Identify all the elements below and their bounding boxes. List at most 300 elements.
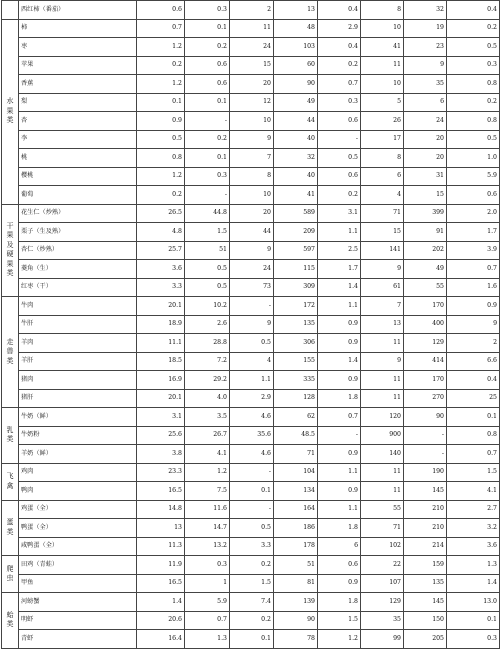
value-cell: 190 xyxy=(404,463,447,482)
value-cell: - xyxy=(404,426,447,445)
table-row xyxy=(2,75,500,94)
table-row xyxy=(2,130,500,149)
value-cell: 0.3 xyxy=(447,56,500,75)
table-row xyxy=(2,463,500,482)
value-cell: 1 xyxy=(185,574,230,593)
value-cell: 48 xyxy=(274,19,318,38)
food-name-cell: 河螃蟹 xyxy=(19,593,137,612)
food-name-cell: 羊肝 xyxy=(19,352,137,371)
food-name-cell: 苹果 xyxy=(19,56,137,75)
value-cell: 15 xyxy=(404,186,447,205)
value-cell: 0.7 xyxy=(447,445,500,464)
value-cell: 24 xyxy=(230,38,274,57)
value-cell: 9 xyxy=(447,315,500,334)
value-cell: 0.5 xyxy=(447,130,500,149)
food-name-cell: 红枣（干） xyxy=(19,278,137,297)
value-cell: 170 xyxy=(404,371,447,390)
category-char: 禽 xyxy=(6,481,14,490)
table-row xyxy=(2,371,500,390)
category-char: 爬 xyxy=(6,564,14,573)
table-row xyxy=(2,297,500,316)
value-cell: 16.5 xyxy=(137,482,185,501)
value-cell: 0.9 xyxy=(318,315,361,334)
value-cell: 13 xyxy=(361,315,404,334)
value-cell: 55 xyxy=(404,278,447,297)
value-cell: 18.9 xyxy=(137,315,185,334)
value-cell: 214 xyxy=(404,537,447,556)
value-cell: 102 xyxy=(361,537,404,556)
value-cell: 107 xyxy=(361,574,404,593)
value-cell: 51 xyxy=(185,241,230,260)
value-cell: 159 xyxy=(404,556,447,575)
value-cell: 13.2 xyxy=(185,537,230,556)
table-row xyxy=(2,408,500,427)
value-cell: 178 xyxy=(274,537,318,556)
value-cell: 14.7 xyxy=(185,519,230,538)
value-cell: 1.1 xyxy=(230,371,274,390)
value-cell: 1.1 xyxy=(318,297,361,316)
value-cell: 129 xyxy=(361,593,404,612)
value-cell: 7 xyxy=(361,297,404,316)
value-cell: 3.6 xyxy=(137,260,185,279)
value-cell: 0.4 xyxy=(318,38,361,57)
value-cell: 0.2 xyxy=(185,130,230,149)
table-row xyxy=(2,223,500,242)
category-char: 水 xyxy=(6,97,14,106)
value-cell: - xyxy=(185,186,230,205)
value-cell: 0.9 xyxy=(318,482,361,501)
value-cell: 0.1 xyxy=(447,611,500,630)
value-cell: 0.2 xyxy=(185,38,230,57)
value-cell: 5.9 xyxy=(185,593,230,612)
value-cell: - xyxy=(230,500,274,519)
table-row xyxy=(2,149,500,168)
value-cell: 1.5 xyxy=(230,574,274,593)
value-cell: 0.3 xyxy=(447,630,500,649)
value-cell: 23 xyxy=(404,38,447,57)
table-row xyxy=(2,334,500,353)
value-cell: 0.8 xyxy=(137,149,185,168)
category-char: 虫 xyxy=(6,574,14,582)
food-name-cell: 栗子（生及熟） xyxy=(19,223,137,242)
value-cell: 4.6 xyxy=(230,445,274,464)
value-cell: 1.8 xyxy=(318,389,361,408)
food-name-cell: 猪肉 xyxy=(19,371,137,390)
category-char: 干 xyxy=(6,221,14,230)
value-cell: 2.9 xyxy=(318,19,361,38)
value-cell: 3.5 xyxy=(185,408,230,427)
value-cell: 26.7 xyxy=(185,426,230,445)
table-row xyxy=(2,482,500,501)
value-cell: 4.6 xyxy=(230,408,274,427)
value-cell: 1.3 xyxy=(185,630,230,649)
value-cell: 25 xyxy=(447,389,500,408)
value-cell: 41 xyxy=(361,38,404,57)
value-cell: 128 xyxy=(274,389,318,408)
value-cell: 7 xyxy=(230,149,274,168)
value-cell: 120 xyxy=(361,408,404,427)
value-cell: 20 xyxy=(404,130,447,149)
value-cell: 5.9 xyxy=(447,167,500,186)
food-name-cell: 西红柿（番茄） xyxy=(19,1,137,20)
value-cell: 4 xyxy=(230,352,274,371)
value-cell: 9 xyxy=(361,260,404,279)
food-name-cell: 羊奶（鲜） xyxy=(19,445,137,464)
value-cell: 6 xyxy=(318,537,361,556)
value-cell: 0.7 xyxy=(318,408,361,427)
category-char: 飞 xyxy=(6,472,14,481)
value-cell: 0.2 xyxy=(318,56,361,75)
food-name-cell: 田鸡（青蛙） xyxy=(19,556,137,575)
category-char: 兽 xyxy=(6,347,14,356)
value-cell: 0.7 xyxy=(137,19,185,38)
value-cell: 6.6 xyxy=(447,352,500,371)
value-cell: 139 xyxy=(274,593,318,612)
value-cell: 0.8 xyxy=(447,75,500,94)
value-cell: 11.3 xyxy=(137,537,185,556)
value-cell: 4.8 xyxy=(137,223,185,242)
value-cell: 1.1 xyxy=(318,500,361,519)
value-cell: 15 xyxy=(361,223,404,242)
value-cell: 1.4 xyxy=(137,593,185,612)
value-cell: 26.5 xyxy=(137,204,185,223)
value-cell: 0.5 xyxy=(447,38,500,57)
value-cell: 414 xyxy=(404,352,447,371)
value-cell: 49 xyxy=(274,93,318,112)
value-cell: 0.3 xyxy=(318,93,361,112)
food-name-cell: 李 xyxy=(19,130,137,149)
value-cell: 0.2 xyxy=(447,93,500,112)
value-cell: 309 xyxy=(274,278,318,297)
value-cell: 1.8 xyxy=(318,593,361,612)
value-cell: 129 xyxy=(404,334,447,353)
category-cell xyxy=(2,593,19,649)
value-cell: 41 xyxy=(274,186,318,205)
food-name-cell: 羊肉 xyxy=(19,334,137,353)
value-cell: 3.2 xyxy=(447,519,500,538)
value-cell: 5 xyxy=(361,93,404,112)
value-cell: 3.3 xyxy=(137,278,185,297)
value-cell: 24 xyxy=(230,260,274,279)
value-cell: 3.3 xyxy=(230,537,274,556)
value-cell: 16.9 xyxy=(137,371,185,390)
value-cell: 0.1 xyxy=(137,93,185,112)
value-cell: 2 xyxy=(447,334,500,353)
category-cell xyxy=(2,408,19,464)
category-char: 果 xyxy=(6,259,14,268)
value-cell: 0.5 xyxy=(185,260,230,279)
value-cell: 0.2 xyxy=(230,611,274,630)
value-cell: 104 xyxy=(274,463,318,482)
value-cell: 145 xyxy=(404,593,447,612)
table-row xyxy=(2,1,500,20)
food-name-cell: 甲鱼 xyxy=(19,574,137,593)
value-cell: 11 xyxy=(361,389,404,408)
table-row xyxy=(2,93,500,112)
category-char: 类 xyxy=(6,435,14,444)
value-cell: 10 xyxy=(361,75,404,94)
value-cell: 202 xyxy=(404,241,447,260)
value-cell: 40 xyxy=(274,130,318,149)
value-cell: 32 xyxy=(404,1,447,20)
food-name-cell: 葡萄 xyxy=(19,186,137,205)
category-char: 类 xyxy=(6,356,14,365)
category-cell xyxy=(2,463,19,500)
value-cell: 44 xyxy=(274,112,318,131)
value-cell: 8 xyxy=(361,1,404,20)
value-cell: 71 xyxy=(361,519,404,538)
table-row xyxy=(2,352,500,371)
value-cell: 13.0 xyxy=(447,593,500,612)
value-cell: 210 xyxy=(404,500,447,519)
value-cell: 78 xyxy=(274,630,318,649)
value-cell: 9 xyxy=(361,352,404,371)
value-cell: 20.1 xyxy=(137,389,185,408)
value-cell: 1.6 xyxy=(447,278,500,297)
value-cell: 10 xyxy=(230,112,274,131)
value-cell: 170 xyxy=(404,297,447,316)
value-cell: 28.8 xyxy=(185,334,230,353)
value-cell: 73 xyxy=(230,278,274,297)
category-char: 类 xyxy=(6,527,14,536)
value-cell: 17 xyxy=(361,130,404,149)
food-name-cell: 桃 xyxy=(19,149,137,168)
value-cell: 3.9 xyxy=(447,241,500,260)
table-row xyxy=(2,260,500,279)
value-cell: 205 xyxy=(404,630,447,649)
category-char: 乳 xyxy=(6,425,14,434)
value-cell: 0.7 xyxy=(447,260,500,279)
value-cell: 13 xyxy=(274,1,318,20)
value-cell: 135 xyxy=(404,574,447,593)
value-cell: 4.1 xyxy=(185,445,230,464)
value-cell: 0.6 xyxy=(318,112,361,131)
value-cell: - xyxy=(318,426,361,445)
category-char: 蛤 xyxy=(6,610,14,619)
value-cell: - xyxy=(318,130,361,149)
value-cell: 1.2 xyxy=(185,463,230,482)
value-cell: 90 xyxy=(404,408,447,427)
value-cell: 1.5 xyxy=(447,463,500,482)
food-name-cell: 樱桃 xyxy=(19,167,137,186)
food-name-cell: 鸭蛋（全） xyxy=(19,519,137,538)
value-cell: 3.8 xyxy=(137,445,185,464)
value-cell: 1.2 xyxy=(137,167,185,186)
value-cell: 35 xyxy=(361,611,404,630)
food-name-cell: 青虾 xyxy=(19,630,137,649)
value-cell: 0.4 xyxy=(447,1,500,20)
food-name-cell: 梨 xyxy=(19,93,137,112)
value-cell: 0.9 xyxy=(137,112,185,131)
value-cell: 31 xyxy=(404,167,447,186)
value-cell: - xyxy=(230,297,274,316)
value-cell: 16.4 xyxy=(137,630,185,649)
food-name-cell: 菱角（生） xyxy=(19,260,137,279)
value-cell: 90 xyxy=(274,611,318,630)
value-cell: 25.6 xyxy=(137,426,185,445)
table-row xyxy=(2,556,500,575)
value-cell: 400 xyxy=(404,315,447,334)
value-cell: 15 xyxy=(230,56,274,75)
value-cell: 1.5 xyxy=(318,611,361,630)
value-cell: 140 xyxy=(361,445,404,464)
value-cell: 0.2 xyxy=(137,186,185,205)
value-cell: 145 xyxy=(404,482,447,501)
value-cell: 0.6 xyxy=(185,75,230,94)
value-cell: 0.5 xyxy=(318,149,361,168)
food-name-cell: 牛奶粉 xyxy=(19,426,137,445)
value-cell: 135 xyxy=(274,315,318,334)
table-row xyxy=(2,112,500,131)
value-cell: 23.3 xyxy=(137,463,185,482)
value-cell: 1.2 xyxy=(137,38,185,57)
value-cell: 0.8 xyxy=(447,426,500,445)
value-cell: 0.9 xyxy=(318,334,361,353)
value-cell: 2.6 xyxy=(185,315,230,334)
nutrition-table xyxy=(1,0,500,649)
value-cell: 1.2 xyxy=(318,630,361,649)
value-cell: 0.5 xyxy=(137,130,185,149)
value-cell: 0.2 xyxy=(137,56,185,75)
value-cell: 0.1 xyxy=(230,482,274,501)
value-cell: 0.5 xyxy=(230,334,274,353)
value-cell: 81 xyxy=(274,574,318,593)
value-cell: 155 xyxy=(274,352,318,371)
table-row xyxy=(2,38,500,57)
value-cell: 19 xyxy=(404,19,447,38)
value-cell: 2.0 xyxy=(447,204,500,223)
table-row xyxy=(2,574,500,593)
food-name-cell: 枣 xyxy=(19,38,137,57)
category-cell xyxy=(2,19,19,204)
value-cell: 0.5 xyxy=(230,519,274,538)
table-row xyxy=(2,445,500,464)
value-cell: 2.5 xyxy=(318,241,361,260)
value-cell: 0.6 xyxy=(185,56,230,75)
value-cell: 99 xyxy=(361,630,404,649)
value-cell: 1.4 xyxy=(318,352,361,371)
value-cell: 11 xyxy=(361,463,404,482)
table-row xyxy=(2,19,500,38)
food-name-cell: 明虾 xyxy=(19,611,137,630)
value-cell: 0.2 xyxy=(318,186,361,205)
value-cell: 20.6 xyxy=(137,611,185,630)
category-cell xyxy=(2,500,19,556)
table-row xyxy=(2,315,500,334)
value-cell: 0.5 xyxy=(185,278,230,297)
value-cell: 9 xyxy=(230,241,274,260)
value-cell: - xyxy=(185,112,230,131)
value-cell: 209 xyxy=(274,223,318,242)
value-cell: 2 xyxy=(230,1,274,20)
food-name-cell: 鸡蛋（全） xyxy=(19,500,137,519)
value-cell: 6 xyxy=(404,93,447,112)
value-cell: 164 xyxy=(274,500,318,519)
category-cell xyxy=(2,1,19,20)
value-cell: 141 xyxy=(361,241,404,260)
value-cell: 0.6 xyxy=(318,167,361,186)
value-cell: 11.6 xyxy=(185,500,230,519)
food-name-cell: 咸鸭蛋（全） xyxy=(19,537,137,556)
table-row xyxy=(2,500,500,519)
value-cell: 1.4 xyxy=(447,574,500,593)
value-cell: 0.4 xyxy=(447,371,500,390)
category-char: 类 xyxy=(6,116,14,125)
category-cell xyxy=(2,297,19,408)
food-name-cell: 牛肝 xyxy=(19,315,137,334)
value-cell: 10 xyxy=(361,19,404,38)
value-cell: 55 xyxy=(361,500,404,519)
value-cell: 335 xyxy=(274,371,318,390)
value-cell: 306 xyxy=(274,334,318,353)
value-cell: 1.1 xyxy=(318,463,361,482)
value-cell: 91 xyxy=(404,223,447,242)
table-row xyxy=(2,204,500,223)
category-cell xyxy=(2,556,19,593)
value-cell: 71 xyxy=(274,445,318,464)
value-cell: 32 xyxy=(274,149,318,168)
value-cell: 1.5 xyxy=(185,223,230,242)
value-cell: 35.6 xyxy=(230,426,274,445)
value-cell: 0.6 xyxy=(318,556,361,575)
table-row xyxy=(2,426,500,445)
value-cell: 0.2 xyxy=(447,19,500,38)
value-cell: 0.4 xyxy=(318,1,361,20)
value-cell: 44 xyxy=(230,223,274,242)
category-char: 类 xyxy=(6,269,14,278)
value-cell: 60 xyxy=(274,56,318,75)
value-cell: 0.1 xyxy=(230,630,274,649)
value-cell: 20.1 xyxy=(137,297,185,316)
value-cell: 10 xyxy=(230,186,274,205)
food-name-cell: 鸡肉 xyxy=(19,463,137,482)
table-row xyxy=(2,537,500,556)
category-cell xyxy=(2,204,19,297)
category-char: 硬 xyxy=(6,250,14,259)
nutrition-table-body xyxy=(2,1,500,649)
value-cell: 11 xyxy=(361,56,404,75)
value-cell: 9 xyxy=(404,56,447,75)
value-cell: 186 xyxy=(274,519,318,538)
value-cell: 11.9 xyxy=(137,556,185,575)
value-cell: 9 xyxy=(230,130,274,149)
table-row xyxy=(2,593,500,612)
value-cell: 0.7 xyxy=(318,75,361,94)
food-name-cell: 花生仁（炒熟） xyxy=(19,204,137,223)
value-cell: 0.2 xyxy=(230,556,274,575)
value-cell: 0.9 xyxy=(318,445,361,464)
food-name-cell: 柿 xyxy=(19,19,137,38)
value-cell: 3.1 xyxy=(318,204,361,223)
category-char: 果 xyxy=(6,106,14,115)
value-cell: 11 xyxy=(361,334,404,353)
value-cell: 4 xyxy=(361,186,404,205)
value-cell: 399 xyxy=(404,204,447,223)
value-cell: 900 xyxy=(361,426,404,445)
table-row xyxy=(2,167,500,186)
value-cell: 2.7 xyxy=(447,500,500,519)
value-cell: 150 xyxy=(404,611,447,630)
table-row xyxy=(2,241,500,260)
value-cell: 1.8 xyxy=(318,519,361,538)
value-cell: 24 xyxy=(404,112,447,131)
value-cell: 18.5 xyxy=(137,352,185,371)
value-cell: 71 xyxy=(361,204,404,223)
value-cell: 25.7 xyxy=(137,241,185,260)
value-cell: 1.7 xyxy=(318,260,361,279)
value-cell: 597 xyxy=(274,241,318,260)
category-char: 及 xyxy=(6,240,14,249)
